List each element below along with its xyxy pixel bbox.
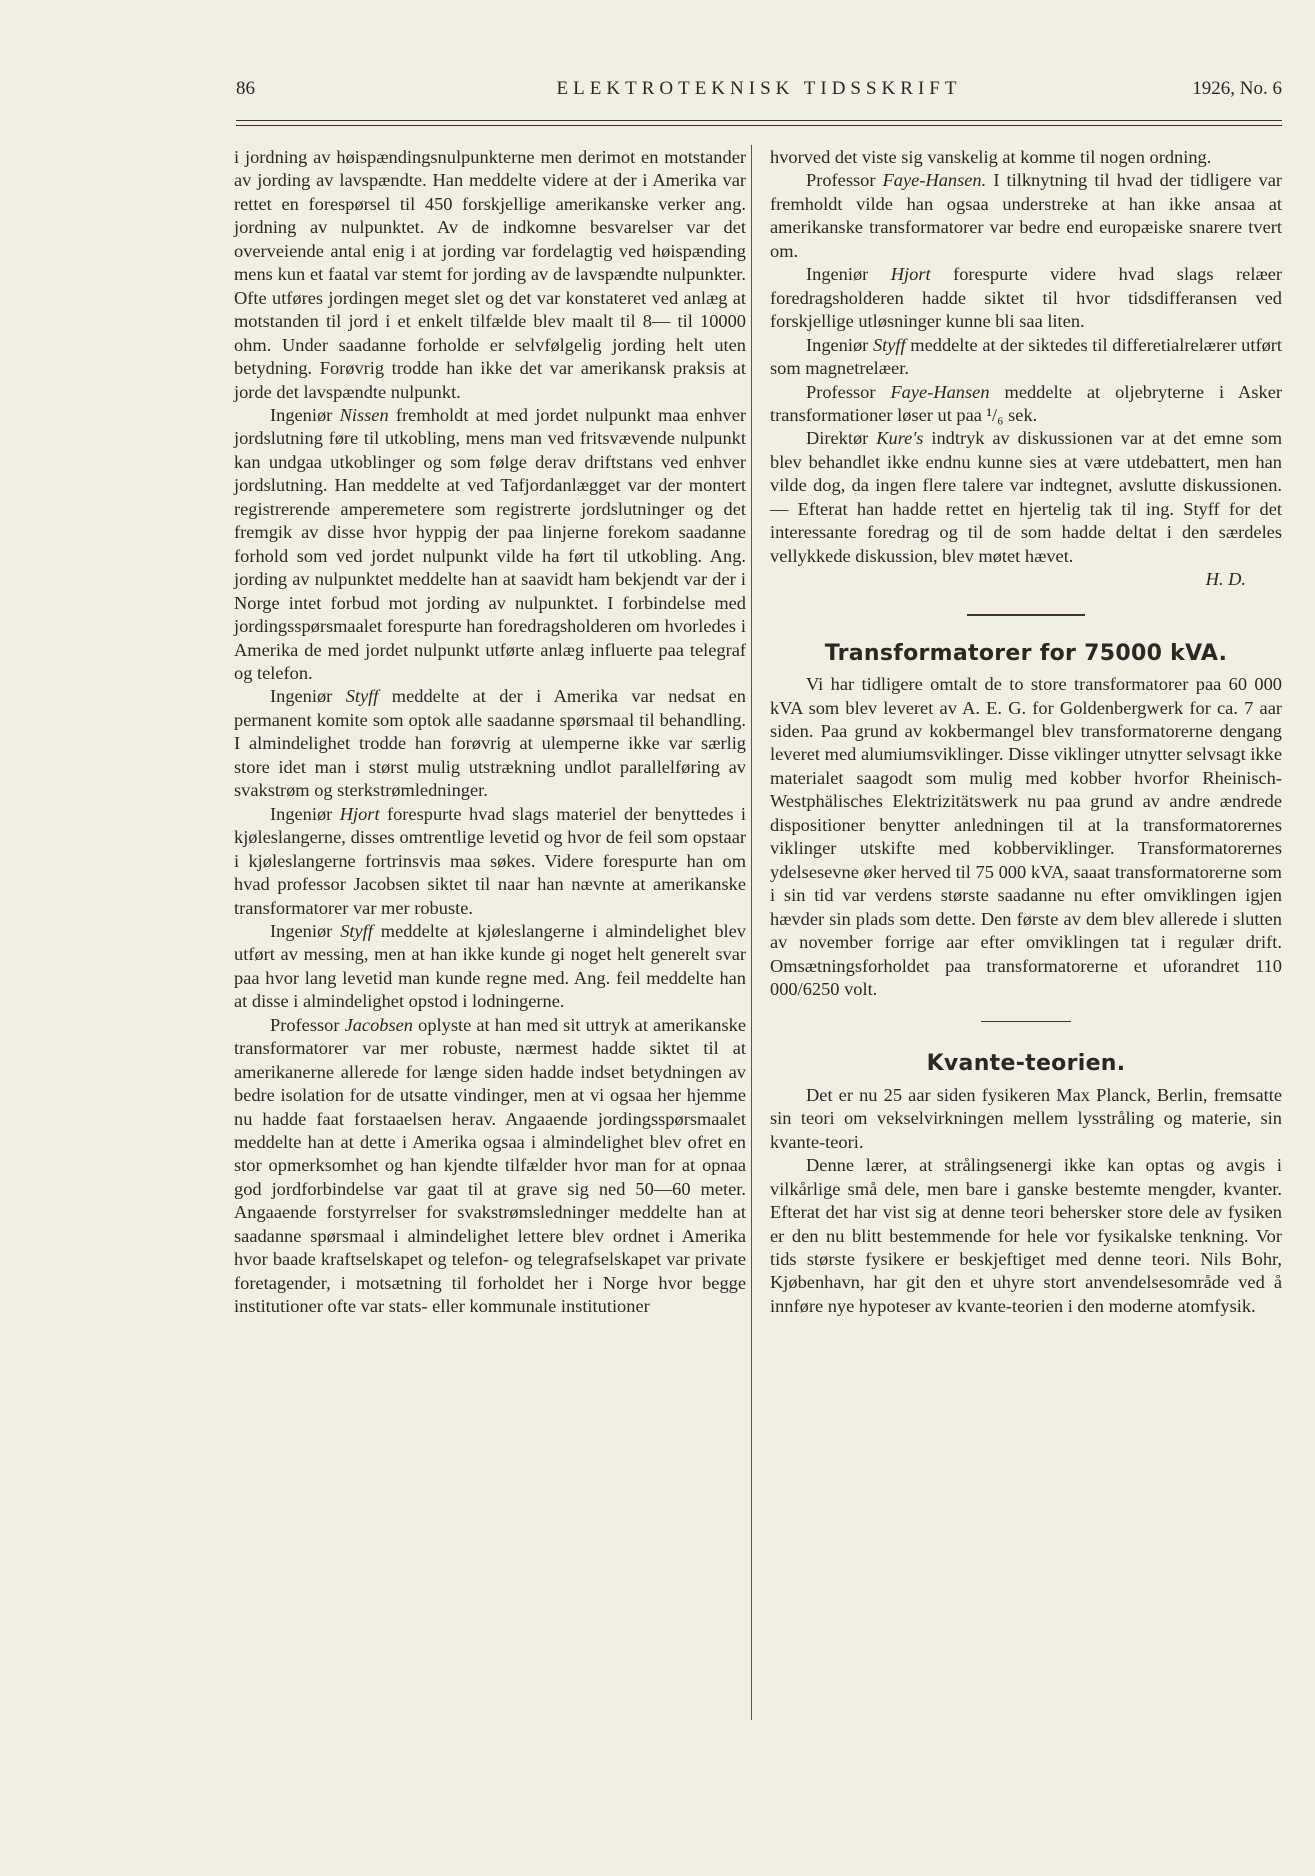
header-rule-secondary — [236, 125, 1282, 126]
speaker-title: Ingeniør — [806, 334, 873, 355]
paragraph-text: indtryk av diskussionen var at det emne som blev behandlet ikke endnu kunne sies at være utdebattert, men han vilde dog, da ingen flere talere var indtegnet, avslutte diskussionen. — Efterat han hadde rettet en hjertelig tak til ing. Styff for det interessante foredrag og til de som hadde deltat i den særdeles vellykkede diskussion, blev møtet hævet. — [770, 428, 1282, 566]
page-number: 86 — [236, 78, 255, 99]
speaker-title: Ingeniør — [270, 803, 340, 824]
speaker-title: Professor — [806, 381, 891, 402]
paragraph — [770, 381, 1282, 428]
speaker-name: Faye-Hansen — [890, 381, 990, 402]
speaker-name: Jacobsen — [344, 1014, 414, 1035]
speaker-title: Ingeniør — [270, 404, 340, 425]
speaker-title: Ingeniør — [270, 686, 346, 707]
paragraph: Vi har tidligere omtalt de to store transformatorer paa 60 000 kVA som blev leveret av A. E. G. for Goldenbergwerk for ca. 7 aar siden. Paa grund av kokbermangel blev transformatorerne dengang leveret med alumiumsviklinger. Disse viklinger utnytter selvsagt ikke materialet saagodt som mulig med kobber hvorfor Rheinisch-Westphälisches Elektrizitätswerk nu paa grund av andre ændrede dispositioner benytter anledningen til at la transformatorernes viklinger utskifte med kobberviklinger. Transformatorernes ydelsesevne øker herved til 75 000 kVA, saaat transformatorerne som i sin tid var verdens største saadanne nu efter omviklingen igjen hævder sin plads som dette. Den første av dem blev allerede i slutten av november forrige aar efter omviklingen tat i regulær drift. Omsætningsforholdet paa transformatorerne et uforandret 110 000/6250 volt. — [770, 674, 1282, 999]
paragraph — [234, 685, 746, 802]
speaker-name: Hjort — [339, 803, 380, 824]
speaker-title: Ingeniør — [270, 920, 341, 941]
right-column — [770, 146, 1282, 1318]
signature: H. D. — [1205, 569, 1246, 590]
paragraph-text: oplyste at han med sit uttryk at amerikanske transformatorer var mer robuste, nærmest hadde siktet til at amerikanerne allerede for længe siden hadde indset betydningen av bedre isolation for de utsatte vindinger, men at vi ogsaa her hjemme nu hadde faat forstaaelsen herav. Angaaende jordingsspørsmaalet meddelte han at dette i Amerika ogsaa i almindelighet blev ofret en stor opmerksomhet og han kjendte tilfælder hvor man for at opnaa god jordforbindelse var gaat til at grave sig ned 50—60 meter. Angaaende forstyrrelser for svakstrømsledninger meddelte han at saadanne spørsmaal i almindelighet lettere blev ordnet i Amerika hvor baade kraftselskapet og telefon- og telegrafselskapet var private foretagender, i motsætning til forholdet her i Norge hvor begge institutioner ofte var stats- eller kommunale institutioner — [234, 1014, 746, 1317]
speaker-name: Hjort — [890, 264, 931, 285]
speaker-name: Styff — [340, 920, 373, 941]
column-divider — [751, 145, 752, 1720]
section-separator — [981, 1021, 1071, 1022]
paragraph: Denne lærer, at strålingsenergi ikke kan optas og avgis i vilkårlige små dele, men bare i ganske bestemte mengder, kvanter. Efterat det har vist sig at denne teori behersker store dele av fysiken er den nu blitt bestemmende for hele vor fysikalske tenkning. Vor tids største fysikere er beskjeftiget med denne teori. Nils Bohr, Kjøbenhavn, har git den et uhyre stort anvendelsesområde ved å innføre nye hypoteser av kvante-teorien i den moderne atomfysik. — [770, 1155, 1282, 1316]
paragraph — [770, 169, 1282, 263]
left-column — [234, 146, 746, 1319]
paragraph-text: forespurte videre hvad slags relæer foredragsholderen hadde siktet til hvor tidsdifferansen ved forskjellige utløsninger kunne bli saa liten. — [770, 264, 1282, 332]
paragraph-text: meddelte at kjøleslangerne i almindelighet blev utført av messing, men at han ikke kunde gi noget helt generelt svar paa hvor lang levetid man kunde regne med. Ang. feil meddelte han at disse i almindelighet opstod i lodningerne. — [234, 920, 746, 1012]
paragraph-text: meddelte at der i Amerika var nedsat en permanent komite som optok alle saadanne spørsmaal til behandling. I almindelighet trodde han forøvrig at ulemperne ikke var særlig store idet man i størst mulig utstrækning undlot parallelføring av svakstrøm og sterkstrømledninger. — [234, 686, 746, 801]
page-header — [236, 78, 1282, 106]
paragraph: hvorved det viste sig vanskelig at komme til nogen ordning. — [770, 147, 1212, 167]
paragraph-text: fremholdt at med jordet nulpunkt maa enhver jordslutning føre til utkobling, mens man ved fritsvævende nulpunkt kan undgaa utkoblinger og som følge derav driftstans ved enhver jordslutning. Han meddelte at ved Tafjordanlægget var der montert registrerende amperemetere som registrerte jordslutninger og det fremgik av disse hvor hyppig der paa linjerne forekom saadanne forhold som ved jordet nulpunkt vilde ha ført til utkobling. Ang. jording av nulpunktet meddelte han at saavidt ham bekjendt var der i Norge intet forbud mot jording av nulpunktet. I forbindelse med jordingsspørsmaalet forespurte han foredragsholderen om hvorledes i Amerika de med jordet nulpunkt utførte anlæg influerte paa telegraf og telefon. — [234, 404, 747, 683]
journal-title: ELEKTROTEKNISK TIDSSKRIFT — [556, 78, 962, 99]
speaker-title: Direktør — [806, 428, 877, 449]
speaker-name: Nissen — [339, 404, 389, 425]
header-rule — [236, 120, 1282, 121]
article-title: Kvante-teorien. — [926, 1051, 1126, 1077]
paragraph: i jordning av høispændingsnulpunkterne men derimot en motstander av jording av lavspændte. Han meddelte videre at der i Amerika var rettet en forespørsel til 450 forskjellige amerikanske verker ang. jordning av nulpunktet. Av de indkomne besvarelser var det overveiende antal enig i at jording var fordelagtig ved høispænding mens kun et faatal var stemt for jording av de lavspændte nulpunkter. Ofte utføres jordingen meget slet og det var konstateret ved anlæg at motstanden til jord i et enkelt tilfælde blev maalt til 8— til 10000 ohm. Under saadanne forholde er selvfølgelig jording helt uten betydning. Forøvrig trodde han ikke det var amerikansk praksis at jorde det lavspændte nulpunkt. — [234, 147, 746, 402]
speaker-name: Faye-Hansen. — [882, 170, 987, 191]
speaker-name: Styff — [872, 334, 906, 355]
paragraph-text: I tilknytning til hvad der tidligere var fremholdt vilde han ogsaa understreke at han ikke ansaa at amerikanske transformatorer var bedre end europæiske snarere tvert om. — [770, 170, 1282, 261]
speaker-name: Kure's — [876, 428, 924, 449]
paragraph-text: forespurte hvad slags materiel der benyttedes i kjøleslangerne, disses omtrentlige levetid og hvor de feil som opstaar i kjøleslangerne fortrinsvis maa søkes. Videre forespurte han om hvad professor Jacobsen siktet til naar han nævnte at amerikanske transformatorer var mer robuste. — [234, 803, 746, 918]
paragraph-text: meddelte at oljebryterne i Asker transformationer løser ut paa ¹/₆ sek. — [770, 381, 1282, 425]
speaker-title: Ingeniør — [806, 264, 891, 285]
section-separator — [967, 614, 1085, 616]
paragraph: Det er nu 25 aar siden fysikeren Max Planck, Berlin, fremsatte sin teori om vekselvirkningen mellem lysstråling og materie, sin kvante-teori. — [770, 1084, 1282, 1152]
article-title: Transformatorer for 75000 kVA. — [824, 640, 1228, 666]
paragraph — [770, 427, 1282, 568]
paragraph — [770, 334, 1282, 381]
speaker-name: Styff — [345, 686, 379, 707]
speaker-title: Professor — [806, 170, 883, 191]
speaker-title: Professor — [270, 1014, 345, 1035]
paragraph — [234, 404, 746, 685]
issue-label: 1926, No. 6 — [1192, 78, 1282, 99]
paragraph — [234, 1014, 746, 1319]
paragraph — [234, 803, 746, 920]
paragraph — [770, 263, 1282, 333]
paragraph-text: meddelte at der siktedes til differetialrelærer utført som magnetrelæer. — [770, 334, 1282, 379]
paragraph — [234, 920, 746, 1014]
